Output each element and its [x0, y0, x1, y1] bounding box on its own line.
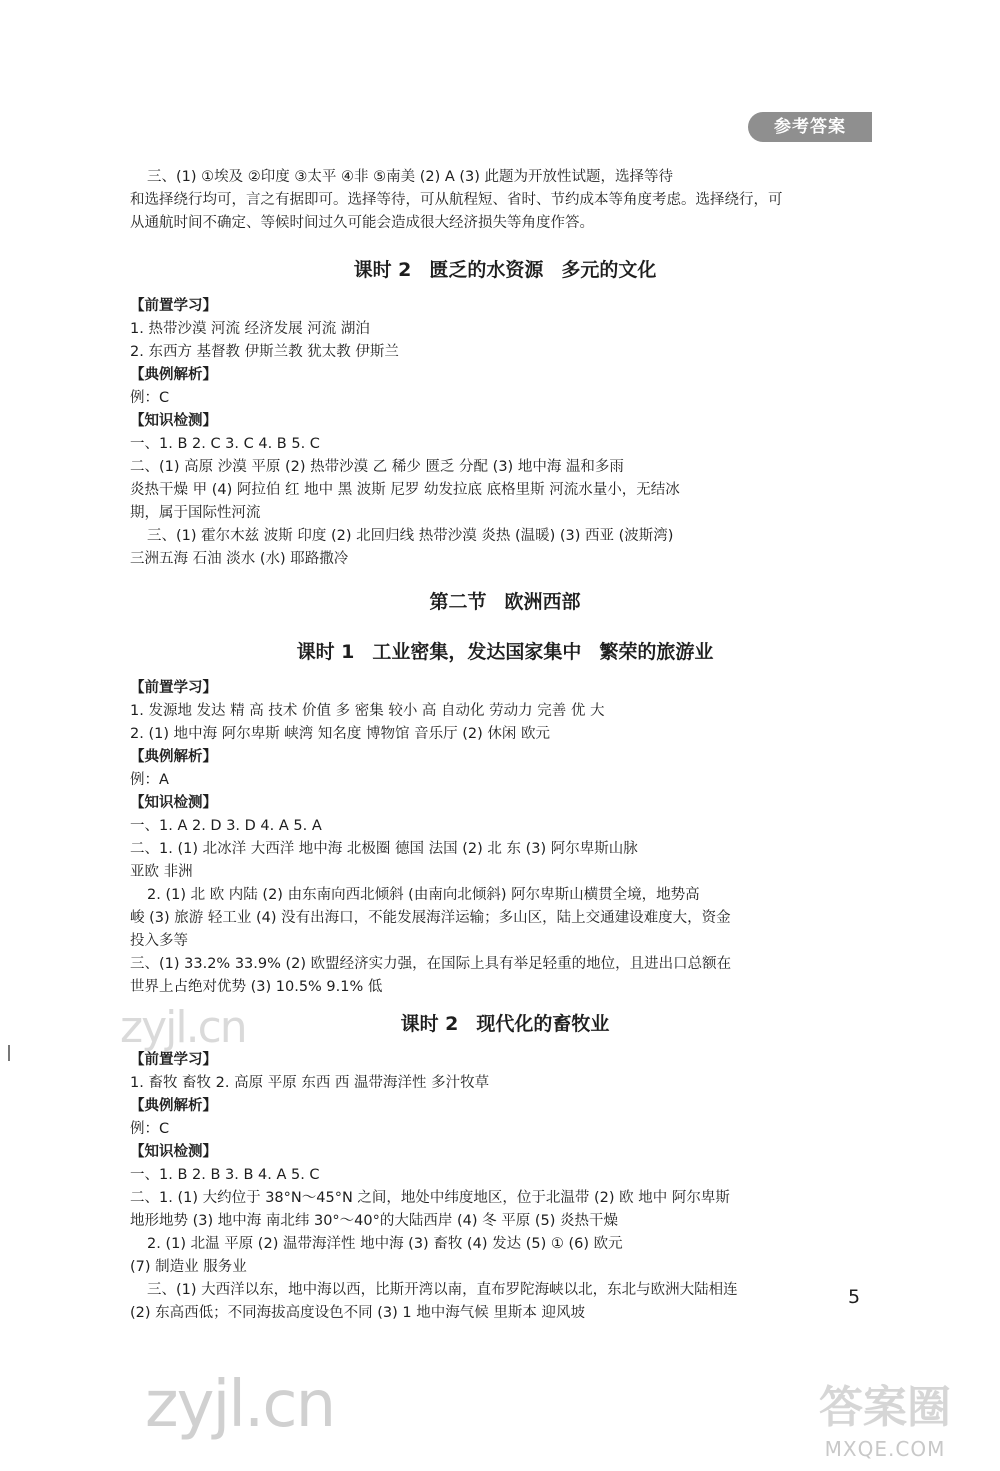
lesson-title: 现代化的畜牧业 — [476, 1013, 610, 1035]
tag-pre-study: 【前置学习】 — [130, 1052, 217, 1068]
check-line: 地形地势 (3) 地中海 南北纬 30°～40°的大陆西岸 (4) 冬 平原 (5) 炎热干燥 — [130, 1213, 618, 1229]
tag-pre-study: 【前置学习】 — [130, 680, 217, 696]
check-line: 峻 (3) 旅游 轻工业 (4) 没有出海口，不能发展海洋运输；多山区，陆上交通建设难度大，资金 — [130, 910, 731, 926]
check-line: 投入多等 — [130, 933, 188, 949]
watermark-logo: 答案圈 — [819, 1382, 951, 1433]
pre-study-line: 2. (1) 地中海 阿尔卑斯 峡湾 知名度 博物馆 音乐厅 (2) 休闲 欧元 — [130, 726, 551, 742]
answer-content — [130, 166, 880, 1325]
lesson-heading-industry-tourism — [130, 627, 880, 677]
check-line: 三、(1) 霍尔木兹 波斯 印度 (2) 北回归线 热带沙漠 炎热 (温暖) (3) 西亚 (波斯湾) — [147, 528, 674, 544]
tag-knowledge-check: 【知识检测】 — [130, 1144, 217, 1160]
lesson-number: 课时 1 — [296, 641, 355, 663]
check-line: 炎热干燥 甲 (4) 阿拉伯 红 地中 黑 波斯 尼罗 幼发拉底 底格里斯 河流水量小，无结冰 — [130, 482, 680, 498]
check-line: 2. (1) 北温 平原 (2) 温带海洋性 地中海 (3) 畜牧 (4) 发达 (5) ① (6) 欧元 — [147, 1236, 623, 1252]
check-line: (7) 制造业 服务业 — [130, 1259, 247, 1275]
lesson-subtitle: 繁荣的旅游业 — [599, 641, 714, 663]
watermark-big: zyjl.cn — [145, 1368, 335, 1442]
check-line: (2) 东高西低；不同海拔高度设色不同 (3) 1 地中海气候 里斯本 迎风坡 — [130, 1305, 585, 1321]
lesson-heading-water-culture — [130, 245, 880, 295]
check-line: 世界上占绝对优势 (3) 10.5% 9.1% 低 — [130, 979, 383, 995]
tag-pre-study: 【前置学习】 — [130, 298, 217, 314]
section-heading-western-europe — [130, 577, 880, 627]
tag-example: 【典例解析】 — [130, 1098, 217, 1114]
top-answer-line-1: 三、(1) ①埃及 ②印度 ③太平 ④非 ⑤南美 (2) A (3) 此题为开放性试题，选择等待 — [147, 169, 674, 185]
header-badge: 参考答案 — [748, 112, 872, 142]
example-answer: 例：A — [130, 772, 169, 788]
section-title: 欧洲西部 — [504, 591, 581, 613]
margin-mark — [8, 1045, 10, 1061]
check-line: 三、(1) 大西洋以东，地中海以西，比斯开湾以南，直布罗陀海峡以北，东北与欧洲大陆相连 — [147, 1282, 738, 1298]
check-line: 一、1. A 2. D 3. D 4. A 5. A — [130, 818, 322, 834]
section-number: 第二节 — [429, 591, 487, 613]
check-line: 一、1. B 2. C 3. C 4. B 5. C — [130, 436, 320, 452]
check-line: 2. (1) 北 欧 内陆 (2) 由东南向西北倾斜 (由南向北倾斜) 阿尔卑斯山横贯全境，地势高 — [147, 887, 700, 903]
page-number: 5 — [848, 1286, 861, 1308]
lesson-title: 工业密集，发达国家集中 — [372, 641, 582, 663]
lesson-number: 课时 2 — [353, 259, 412, 281]
watermark-mid: zyjl.cn — [120, 1002, 246, 1053]
pre-study-line: 2. 东西方 基督教 伊斯兰教 犹太教 伊斯兰 — [130, 344, 399, 360]
example-answer: 例：C — [130, 390, 170, 406]
tag-knowledge-check: 【知识检测】 — [130, 795, 217, 811]
check-line: 三洲五海 石油 淡水 (水) 耶路撒冷 — [130, 551, 349, 567]
check-line: 亚欧 非洲 — [130, 864, 193, 880]
check-line: 三、(1) 33.2% 33.9% (2) 欧盟经济实力强，在国际上具有举足轻重的地位，且进出口总额在 — [130, 956, 732, 972]
pre-study-line: 1. 热带沙漠 河流 经济发展 河流 湖泊 — [130, 321, 370, 337]
pre-study-line: 1. 畜牧 畜牧 2. 高原 平原 东西 西 温带海洋性 多汁牧草 — [130, 1075, 490, 1091]
watermark-url: MXQE.COM — [824, 1437, 946, 1461]
check-line: 一、1. B 2. B 3. B 4. A 5. C — [130, 1167, 320, 1183]
check-line: 二、1. (1) 北冰洋 大西洋 地中海 北极圈 德国 法国 (2) 北 东 (3) 阿尔卑斯山脉 — [130, 841, 638, 857]
check-line: 期，属于国际性河流 — [130, 505, 261, 521]
check-line: 二、(1) 高原 沙漠 平原 (2) 热带沙漠 乙 稀少 匮乏 分配 (3) 地中海 温和多雨 — [130, 459, 624, 475]
lesson-title: 匮乏的水资源 — [429, 259, 544, 281]
top-answer-line-2: 和选择绕行均可，言之有据即可。选择等待，可从航程短、省时、节约成本等角度考虑。选择绕行，可 — [130, 192, 783, 208]
top-answer-line-3: 从通航时间不确定、等候时间过久可能会造成很大经济损失等角度作答。 — [130, 215, 594, 231]
example-answer: 例：C — [130, 1121, 170, 1137]
lesson-subtitle: 多元的文化 — [561, 259, 657, 281]
lesson-number: 课时 2 — [400, 1013, 459, 1035]
tag-example: 【典例解析】 — [130, 367, 217, 383]
check-line: 二、1. (1) 大约位于 38°N～45°N 之间，地处中纬度地区，位于北温带 (2) 欧 地中 阿尔卑斯 — [130, 1190, 730, 1206]
tag-knowledge-check: 【知识检测】 — [130, 413, 217, 429]
tag-example: 【典例解析】 — [130, 749, 217, 765]
pre-study-line: 1. 发源地 发达 精 高 技术 价值 多 密集 较小 高 自动化 劳动力 完善 优 大 — [130, 703, 605, 719]
